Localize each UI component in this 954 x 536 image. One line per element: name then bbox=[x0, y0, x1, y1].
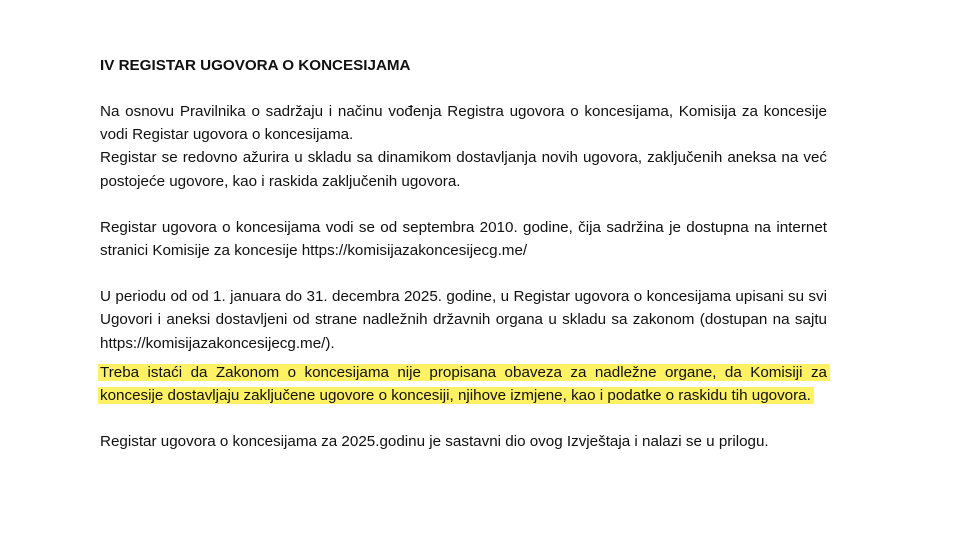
paragraph-annex-note: Registar ugovora o koncesijama za 2025.godinu je sastavni dio ovog Izvještaja i nalazi se u prilogu. bbox=[100, 433, 769, 451]
spacer bbox=[100, 77, 827, 100]
paragraph-register-since: Registar ugovora o koncesijama vodi se od septembra 2010. godine, čija sadržina je dostupna na internet stranici Komisije za koncesije https://komisijazakoncesijecg.me/ bbox=[100, 218, 827, 260]
spacer bbox=[100, 407, 827, 430]
paragraph-period-2025: U periodu od od 1. januara do 31. decembra 2025. godine, u Registar ugovora o koncesijama upisani su svi Ugovori i aneksi dostavljeni od strane nadležnih državnih organa u skladu sa zakonom (dostupan na sajtu https://komisijazakoncesijecg.me/). bbox=[100, 288, 827, 352]
highlighted-text: Treba istaći da Zakonom o koncesijama nije propisana obaveza za nadležne organe, da Komisiji za koncesije dostavljaju zaključene ugovore o koncesiji, njihove izmjene, kao i podatke o raskidu tih ugovora. bbox=[100, 363, 827, 405]
document-page bbox=[100, 54, 827, 453]
paragraph-register-basis: Na osnovu Pravilnika o sadržaju i načinu vođenja Registra ugovora o koncesijama, Komisija za koncesije vodi Registar ugovora o koncesijama. bbox=[100, 103, 827, 144]
spacer bbox=[100, 262, 827, 285]
paragraph-highlighted-note bbox=[100, 361, 827, 407]
spacer bbox=[100, 193, 827, 216]
paragraph-register-updates: Registar se redovno ažurira u skladu sa dinamikom dostavljanja novih ugovora, zaključenih aneksa na već postojeće ugovore, kao i raskida zaključenih ugovora. bbox=[100, 149, 827, 190]
section-heading: IV REGISTAR UGOVORA O KONCESIJAMA bbox=[100, 57, 411, 74]
